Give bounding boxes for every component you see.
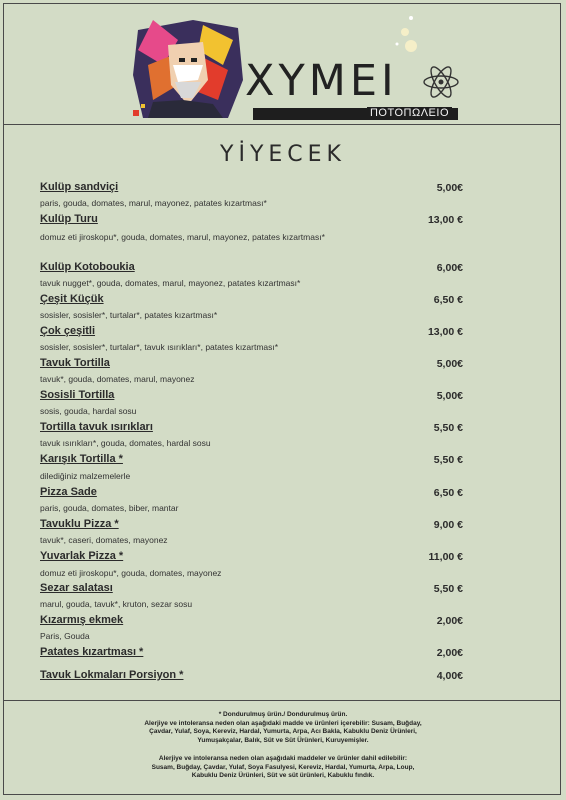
section-title: YİYECEK <box>220 142 346 167</box>
menu-item-description: paris, gouda, domates, marul, mayonez, patates kızartması* <box>40 198 267 208</box>
menu-item-name: Yuvarlak Pizza * <box>40 550 124 562</box>
menu-item-name: Kulüp Kotoboukia <box>40 261 135 273</box>
notes-spacer <box>40 746 526 755</box>
bubbles-decoration <box>383 14 423 54</box>
menu-item-name: Kulüp sandviçi <box>40 181 119 193</box>
menu-item-price: 13,00 € <box>427 214 463 226</box>
menu-item-name: Tavuk Lokmaları Porsiyon * <box>40 669 184 681</box>
header-divider <box>3 124 561 125</box>
menu-item-price: 5,50 € <box>433 422 463 434</box>
menu-item-price: 9,00 € <box>433 519 463 531</box>
menu-item-description: domuz eti jiroskopu*, gouda, domates, mayonez <box>40 568 222 578</box>
brand-logo <box>133 14 473 122</box>
menu-item-name: Karışık Tortilla * <box>40 453 123 465</box>
allergen-note-line: Susam, Buğday, Çavdar, Yulaf, Soya Fasulyesi, Kereviz, Hardal, Yumurta, Arpa, Loup, <box>151 763 415 771</box>
menu-item-description: marul, gouda, tavuk*, kruton, sezar sosu <box>40 599 193 609</box>
menu-item-price: 4,00€ <box>436 670 463 682</box>
frozen-note: * Dondurulmuş ürün./ Dondurulmuş ürün. <box>218 711 348 718</box>
menu-item-price: 2,00€ <box>436 615 463 627</box>
menu-item-name: Tavuklu Pizza * <box>40 518 119 530</box>
menu-item-name: Tavuk Tortilla <box>40 357 110 369</box>
menu-item-description: tavuk*, gouda, domates, marul, mayonez <box>40 374 195 384</box>
menu-item-description: tavuk ısırıkları*, gouda, domates, hardal sosu <box>40 438 211 448</box>
footer-divider <box>3 700 561 701</box>
menu-item-name: Sezar salatası <box>40 582 113 594</box>
menu-item-price: 11,00 € <box>428 551 463 563</box>
menu-item-price: 5,50 € <box>433 454 463 466</box>
allergen-note-line: Alerjiye ve intoleransa neden olan aşağıdaki madde ve ürünleri içerebilir: Susam, Buğday, <box>144 719 422 727</box>
menu-item-name: Kızarmış ekmek <box>40 614 124 626</box>
menu-item-price: 5,50 € <box>433 583 463 595</box>
allergen-notes <box>40 711 526 781</box>
menu-item-description: domuz eti jiroskopu*, gouda, domates, marul, mayonez, patates kızartması* <box>40 232 325 242</box>
menu-item-price: 5,00€ <box>436 358 463 370</box>
menu-item-name: Çeşit Küçük <box>40 293 104 305</box>
menu-item-description: sosisler, sosisler*, turtalar*, tavuk ısırıkları*, patates kızartması* <box>40 342 279 352</box>
menu-item-price: 5,00€ <box>436 390 463 402</box>
menu-item-description: paris, gouda, domates, biber, mantar <box>40 503 179 513</box>
menu-item-price: 5,00€ <box>436 182 463 194</box>
menu-item-name: Tortilla tavuk ısırıkları <box>40 421 153 433</box>
menu-item-price: 6,00€ <box>436 262 463 274</box>
brand-name: XYMEI <box>245 56 398 106</box>
allergen-note-line: Alerjiye ve intoleransa neden olan aşağıdaki maddeler ve ürünler dahil edilebilir: <box>158 754 408 762</box>
menu-item-name: Patates kızartması * <box>40 646 144 658</box>
portrait-logo-image <box>133 20 243 118</box>
menu-item-name: Çok çeşitli <box>40 325 96 337</box>
brand-subtitle: ΠΟΤΟΠΩΛΕΙΟ <box>367 107 452 119</box>
menu-item-description: tavuk*, caseri, domates, mayonez <box>40 535 168 545</box>
menu-item-description: Paris, Gouda <box>40 631 90 641</box>
allergen-note-line: Çavdar, Yulaf, Soya, Kereviz, Hardal, Yumurta, Arpa, Acı Bakla, Kabuklu Deniz Ürünleri, <box>149 728 417 736</box>
menu-item-description: dilediğiniz malzemelerle <box>40 471 131 481</box>
menu-item-name: Pizza Sade <box>40 486 97 498</box>
brand-subtitle-bar <box>253 108 458 120</box>
menu-item-name: Kulüp Turu <box>40 213 98 225</box>
menu-item-price: 6,50 € <box>433 487 463 499</box>
allergen-note-line: Kabuklu Deniz Ürünleri, Süt ve süt ürünleri, Kabuklu fındık. <box>191 772 375 780</box>
atom-icon <box>421 62 461 102</box>
menu-item-price: 2,00€ <box>436 647 463 659</box>
allergen-note-line: Yumuşakçalar, Balık, Süt ve Süt Ürünleri, Kuruyemişler. <box>197 737 369 745</box>
menu-item-description: sosisler, sosisler*, turtalar*, patates kızartması* <box>40 310 218 320</box>
menu-item-price: 6,50 € <box>433 294 463 306</box>
menu-item-name: Sosisli Tortilla <box>40 389 115 401</box>
menu-item-description: sosis, gouda, hardal sosu <box>40 406 137 416</box>
menu-item-price: 13,00 € <box>427 326 463 338</box>
menu-item-description: tavuk nugget*, gouda, domates, marul, mayonez, patates kızartması* <box>40 278 301 288</box>
